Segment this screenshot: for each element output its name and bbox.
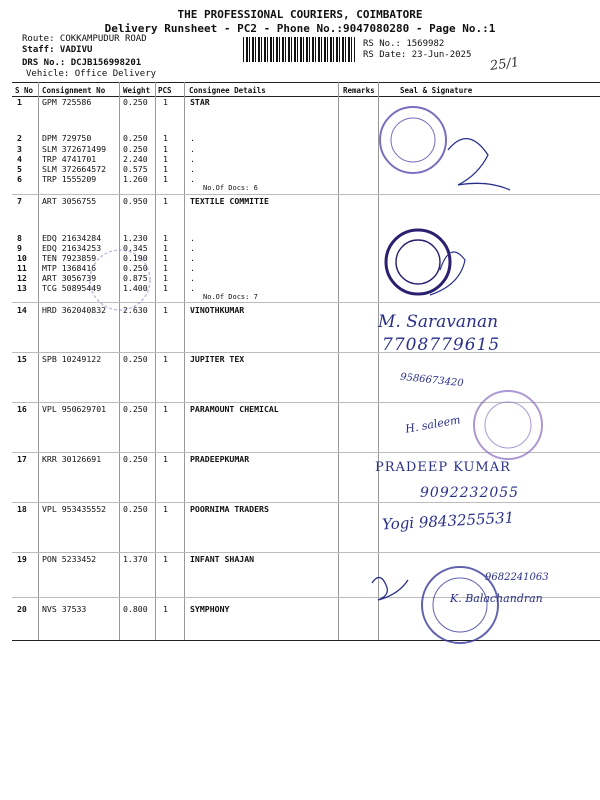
row-consignee: . xyxy=(190,243,195,253)
handwritten-name-row20: K. Balachandran xyxy=(450,592,543,605)
row-pcs: 1 xyxy=(163,164,168,174)
row-consignment: VPL 953435552 xyxy=(42,504,107,514)
row-weight: 0.250 xyxy=(123,133,148,143)
row-pcs: 1 xyxy=(163,504,168,514)
drs-label: DRS No.: DCJB156998201 xyxy=(22,58,142,68)
handwritten-name-row17: PRADEEP KUMAR xyxy=(375,460,511,475)
row-weight: 0.345 xyxy=(123,243,148,253)
row-consignee: . xyxy=(190,144,195,154)
row-consignment: PON 5233452 xyxy=(42,554,97,564)
handwritten-phone-row14: 7708779615 xyxy=(382,335,501,355)
row-consignment: SLM 372664572 xyxy=(42,164,107,174)
row-consignment: MTP 1368416 xyxy=(42,263,97,273)
row-sno: 18 xyxy=(17,504,27,514)
row-consignment: SLM 372671499 xyxy=(42,144,107,154)
row-consignee: . xyxy=(190,233,195,243)
rs-date: RS Date: 23-Jun-2025 xyxy=(363,50,472,60)
row-weight: 1.230 xyxy=(123,233,148,243)
row-consignment: TCG 50895449 xyxy=(42,283,102,293)
col-consignee: Consignee Details xyxy=(189,86,266,95)
handwritten-phone-row17: 9092232055 xyxy=(420,485,520,501)
row-consignment: SPB 10249122 xyxy=(42,354,102,364)
company-stamp-1 xyxy=(380,107,446,173)
runsheet-title: Delivery Runsheet - PC2 - Phone No.:9047080280 - Page No.:1 xyxy=(104,22,496,35)
row-sno: 20 xyxy=(17,604,27,614)
row-weight: 0.250 xyxy=(123,97,148,107)
row-pcs: 1 xyxy=(163,283,168,293)
row-pcs: 1 xyxy=(163,154,168,164)
col-pcs: PCS xyxy=(158,86,172,95)
row-sno: 12 xyxy=(17,273,27,283)
row-sno: 3 xyxy=(17,144,22,154)
row-sno: 17 xyxy=(17,454,27,464)
handwritten-text-row18: Yogi 9843255531 xyxy=(381,508,515,534)
row-consignee: . xyxy=(190,174,195,184)
handwritten-name-row14: M. Saravanan xyxy=(378,312,499,332)
row-consignee: JUPITER TEX xyxy=(190,354,245,364)
row-pcs: 1 xyxy=(163,354,168,364)
col-weight: Weight xyxy=(123,86,151,95)
row-consignee: TEXTILE COMMITIE xyxy=(190,196,269,206)
row-pcs: 1 xyxy=(163,554,168,564)
row-pcs: 1 xyxy=(163,174,168,184)
row-sno: 4 xyxy=(17,154,22,164)
handwritten-page-note: 25/1 xyxy=(489,55,521,74)
row-sno: 8 xyxy=(17,233,22,243)
row-weight: 0.250 xyxy=(123,263,148,273)
row-weight: 1.260 xyxy=(123,174,148,184)
row-sno: 19 xyxy=(17,554,27,564)
row-consignee: . xyxy=(190,164,195,174)
row-sno: 11 xyxy=(17,263,27,273)
docs-count-group1: No.Of Docs: 6 xyxy=(203,184,258,192)
row-weight: 0.800 xyxy=(123,604,148,614)
signature-row20-scrawl xyxy=(372,577,408,600)
row-sno: 5 xyxy=(17,164,22,174)
row-consignment: ART 3056739 xyxy=(42,273,97,283)
row-pcs: 1 xyxy=(163,604,168,614)
row-consignee: INFANT SHAJAN xyxy=(190,554,255,564)
handwritten-phone-row15: 9586673420 xyxy=(399,371,465,390)
row-sno: 2 xyxy=(17,133,22,143)
faint-stamp xyxy=(90,250,150,310)
route-label: Route: COKKAMPUDUR ROAD xyxy=(22,34,147,44)
company-stamp-2 xyxy=(386,230,450,294)
handwritten-phone-row20: 9682241063 xyxy=(485,572,549,583)
row-sno: 10 xyxy=(17,253,27,263)
rs-number: RS No.: 1569982 xyxy=(363,39,445,49)
row-consignee: POORNIMA TRADERS xyxy=(190,504,269,514)
row-consignment: KRR 30126691 xyxy=(42,454,102,464)
row-consignee: PRADEEPKUMAR xyxy=(190,454,250,464)
row-consignee: PARAMOUNT CHEMICAL xyxy=(190,404,279,414)
row-consignment: ART 3056755 xyxy=(42,196,97,206)
row-weight: 0.250 xyxy=(123,454,148,464)
row-pcs: 1 xyxy=(163,196,168,206)
row-pcs: 1 xyxy=(163,133,168,143)
row-weight: 1.370 xyxy=(123,554,148,564)
col-seal: Seal & Signature xyxy=(400,86,473,95)
company-title: THE PROFESSIONAL COURIERS, COIMBATORE xyxy=(177,8,423,21)
row-pcs: 1 xyxy=(163,243,168,253)
row-pcs: 1 xyxy=(163,253,168,263)
row-weight: 0.250 xyxy=(123,354,148,364)
staff-label: Staff: VADIVU xyxy=(22,45,93,55)
row-sno: 16 xyxy=(17,404,27,414)
vehicle-label: Vehicle: Office Delivery xyxy=(26,69,157,79)
row-consignment: EDQ 21634284 xyxy=(42,233,102,243)
handwritten-name-row16: H. saleem xyxy=(404,413,462,436)
row-weight: 0.250 xyxy=(123,144,148,154)
row-weight: 0.190 xyxy=(123,253,148,263)
row-consignee: . xyxy=(190,133,195,143)
row-consignment: TRP 4741701 xyxy=(42,154,97,164)
row-weight: 0.575 xyxy=(123,164,148,174)
row-pcs: 1 xyxy=(163,305,168,315)
row-pcs: 1 xyxy=(163,97,168,107)
docs-count-group2: No.Of Docs: 7 xyxy=(203,293,258,301)
row-sno: 14 xyxy=(17,305,27,315)
row-sno: 13 xyxy=(17,283,27,293)
company-stamp-3 xyxy=(474,391,542,459)
row-weight: 1.400 xyxy=(123,283,148,293)
row-consignment: EDQ 21634253 xyxy=(42,243,102,253)
col-sno: S No xyxy=(15,86,34,95)
row-weight: 2.240 xyxy=(123,154,148,164)
row-weight: 0.875 xyxy=(123,273,148,283)
row-sno: 1 xyxy=(17,97,22,107)
row-weight: 0.950 xyxy=(123,196,148,206)
col-remarks: Remarks xyxy=(343,86,375,95)
row-pcs: 1 xyxy=(163,273,168,283)
row-consignment: HRD 362040832 xyxy=(42,305,107,315)
row-consignment: DPM 729750 xyxy=(42,133,92,143)
row-sno: 15 xyxy=(17,354,27,364)
row-consignee: SYMPHONY xyxy=(190,604,230,614)
row-pcs: 1 xyxy=(163,454,168,464)
row-sno: 7 xyxy=(17,196,22,206)
row-sno: 6 xyxy=(17,174,22,184)
row-consignment: TEN 7923859 xyxy=(42,253,97,263)
row-consignment: VPL 950629701 xyxy=(42,404,107,414)
row-pcs: 1 xyxy=(163,233,168,243)
col-consignment: Consignment No xyxy=(42,86,106,95)
row-consignee: VINOTHKUMAR xyxy=(190,305,245,315)
row-pcs: 1 xyxy=(163,263,168,273)
row-consignment: TRP 1555209 xyxy=(42,174,97,184)
signature-row1 xyxy=(448,139,510,190)
row-weight: 0.250 xyxy=(123,504,148,514)
row-pcs: 1 xyxy=(163,404,168,414)
row-weight: 0.250 xyxy=(123,404,148,414)
row-consignment: GPM 725586 xyxy=(42,97,92,107)
row-consignment: NVS 37533 xyxy=(42,604,87,614)
row-consignee: . xyxy=(190,283,195,293)
row-consignee: . xyxy=(190,253,195,263)
row-consignee: . xyxy=(190,263,195,273)
row-pcs: 1 xyxy=(163,144,168,154)
row-consignee: . xyxy=(190,154,195,164)
row-consignee: STAR xyxy=(190,97,210,107)
row-consignee: . xyxy=(190,273,195,283)
row-weight: 2.630 xyxy=(123,305,148,315)
row-sno: 9 xyxy=(17,243,22,253)
